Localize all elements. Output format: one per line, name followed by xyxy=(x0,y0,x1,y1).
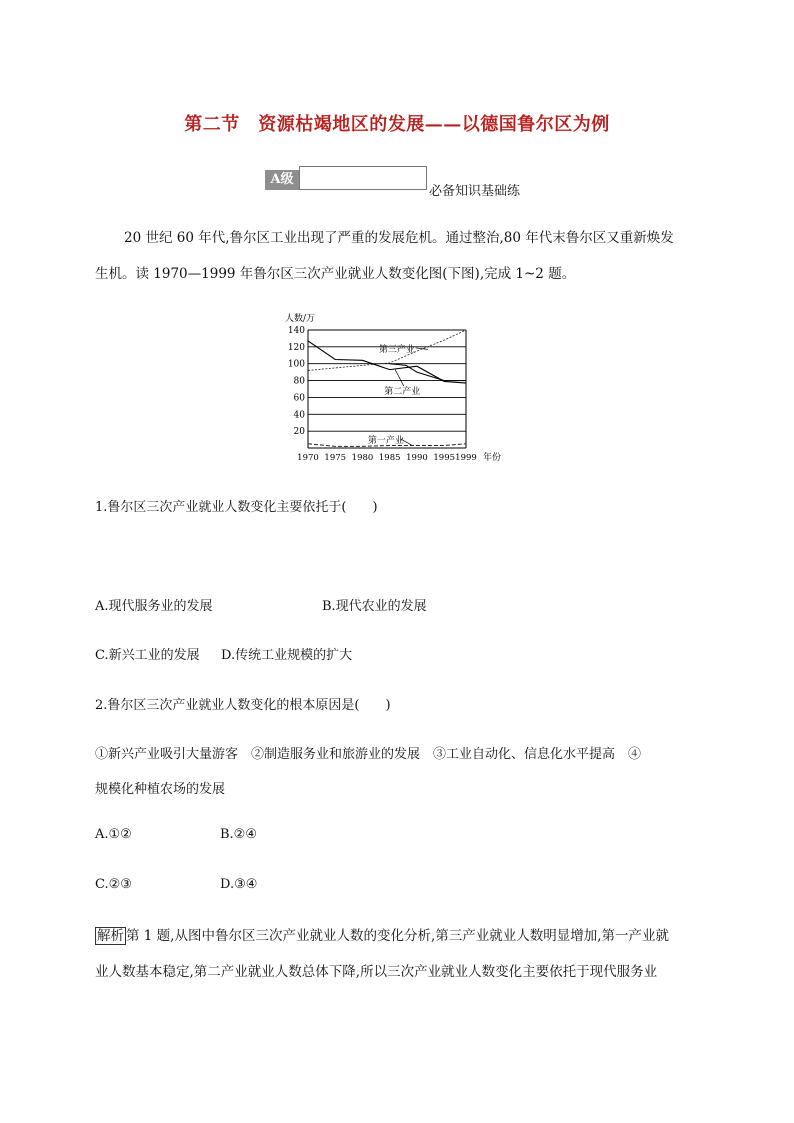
x-tick-label: 1975 xyxy=(324,453,347,463)
question-2-option-a: A.①② xyxy=(95,827,132,842)
series-label-leader xyxy=(395,370,404,386)
analysis-line-1 xyxy=(95,926,669,946)
question-2-option-c: C.②③ xyxy=(95,877,132,892)
series-label: 第三产业 xyxy=(378,344,415,355)
x-tick-label: 1995 xyxy=(433,453,456,463)
question-2-option-d: D.③④ xyxy=(220,877,258,892)
page-title: 第二节 资源枯竭地区的发展——以德国鲁尔区为例 xyxy=(184,114,610,135)
y-tick-label: 40 xyxy=(293,410,305,421)
question-2-option-b: B.②④ xyxy=(220,827,257,842)
level-box xyxy=(299,166,427,190)
x-axis-label: 年份 xyxy=(483,453,502,463)
question-2-statement-line-2: 规模化种植农场的发展 xyxy=(95,782,226,797)
x-tick-label: 1990 xyxy=(406,453,428,463)
question-1-option-b: B.现代农业的发展 xyxy=(322,599,427,614)
question-1-option-a: A.现代服务业的发展 xyxy=(95,599,213,614)
x-tick-label: 1985 xyxy=(378,453,401,463)
analysis-line-2: 业人数基本稳定,第二产业就业人数总体下降,所以三次产业就业人数变化主要依托于现代服务业 xyxy=(95,964,658,980)
y-tick-label: 20 xyxy=(293,427,305,438)
intro-line-2: 生机。读 1970—1999 年鲁尔区三次产业就业人数变化图(下图),完成 1~2 题。 xyxy=(95,266,576,282)
y-axis-label: 人数/万 xyxy=(285,314,316,324)
question-1-option-d: D.传统工业规模的扩大 xyxy=(221,648,353,663)
intro-line-1: 20 世纪 60 年代,鲁尔区工业出现了严重的发展危机。通过整治,80 年代末鲁尔区又重新焕发 xyxy=(124,230,674,246)
series-label: 第二产业 xyxy=(384,387,421,398)
question-2-statement-line-1: ①新兴产业吸引大量游客 ②制造服务业和旅游业的发展 ③工业自动化、信息化水平提高 ④ xyxy=(95,747,642,762)
y-tick-label: 140 xyxy=(287,326,305,336)
x-tick-label: 1980 xyxy=(351,453,374,463)
question-1-option-c: C.新兴工业的发展 xyxy=(95,648,200,663)
question-1-stem: 1.鲁尔区三次产业就业人数变化主要依托于( ) xyxy=(95,500,378,515)
y-tick-labels xyxy=(288,326,305,437)
x-tick-label: 1999 xyxy=(455,453,477,463)
y-tick-label: 60 xyxy=(293,393,305,404)
y-tick-label: 80 xyxy=(293,376,305,387)
x-tick-labels xyxy=(297,453,477,463)
analysis-text-1: 第 1 题,从图中鲁尔区三次产业就业人数的变化分析,第三产业就业人数明显增加,第一产业就 xyxy=(126,928,670,944)
level-text: 必备知识基础练 xyxy=(429,184,521,199)
x-tick-label: 1970 xyxy=(297,453,319,463)
question-2-stem: 2.鲁尔区三次产业就业人数变化的根本原因是( ) xyxy=(95,698,391,713)
y-tick-label: 120 xyxy=(287,342,305,353)
employment-chart xyxy=(280,305,520,465)
y-tick-label: 100 xyxy=(287,359,305,370)
series-label: 第一产业 xyxy=(367,435,404,446)
series-labels xyxy=(368,343,428,446)
level-badge: A级 xyxy=(265,170,299,190)
analysis-label: 解析 xyxy=(97,928,124,944)
